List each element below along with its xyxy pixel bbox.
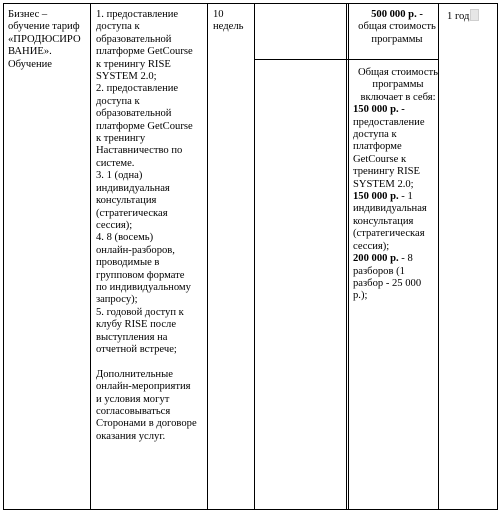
breakdown-line: платформе xyxy=(353,141,402,153)
services-description-cell xyxy=(96,9,206,443)
breakdown-item-3-text xyxy=(353,266,443,303)
additional-terms-line: онлайн-мероприятия xyxy=(96,381,191,393)
total-price-line: 500 000 р. - xyxy=(371,9,423,20)
services-list xyxy=(96,9,206,356)
breakdown-line: тренингу RISE xyxy=(353,166,421,178)
product-name-cell xyxy=(8,9,84,71)
breakdown-amount: 150 000 р. xyxy=(353,104,399,116)
breakdown-amount: 150 000 р. xyxy=(353,191,399,203)
column-divider-1 xyxy=(90,3,91,510)
additional-terms-line: и условия могут xyxy=(96,393,170,405)
service-line: индивидуальная xyxy=(96,182,170,194)
breakdown-intro-line: программы xyxy=(372,79,424,91)
additional-terms-line: Сторонами в договоре xyxy=(96,418,197,430)
service-line: образовательной xyxy=(96,33,172,45)
service-line: онлайн-разборов, xyxy=(96,244,175,256)
service-line: образовательной xyxy=(96,108,172,120)
service-line: клубу RISE после xyxy=(96,319,177,331)
breakdown-line: индивидуальная xyxy=(353,203,427,215)
service-line: 5. годовой доступ к xyxy=(96,306,184,318)
column-divider-3 xyxy=(254,3,255,510)
breakdown-line: предоставление xyxy=(353,116,425,128)
additional-terms-line: оказания услуг. xyxy=(96,430,166,442)
breakdown-line: (стратегическая xyxy=(353,228,425,240)
product-name-line: обучение тариф xyxy=(8,21,80,33)
price-breakdown-cell xyxy=(353,67,443,303)
term-cell xyxy=(447,9,497,23)
breakdown-line: сессия); xyxy=(353,240,390,252)
service-line: по индивидуальному xyxy=(96,281,191,293)
service-line: проводимые в xyxy=(96,257,160,269)
service-line: Наставничество по xyxy=(96,145,183,157)
column-divider-4b xyxy=(348,3,349,510)
service-line: отчетной встрече; xyxy=(96,343,177,355)
service-line: 4. 8 (восемь) xyxy=(96,232,154,244)
breakdown-intro xyxy=(353,67,443,104)
total-price-cell xyxy=(353,9,441,46)
breakdown-intro-line: включает в себя: xyxy=(360,91,436,103)
breakdown-item-1-text xyxy=(353,117,443,191)
column-divider-4 xyxy=(346,3,347,510)
service-line: доступа к xyxy=(96,21,140,33)
service-line: системе. xyxy=(96,157,135,169)
breakdown-item-2: 150 000 р. - 1 xyxy=(353,191,413,203)
breakdown-item-3: 200 000 р. - 8 xyxy=(353,253,413,265)
breakdown-line: разбор - 25 000 xyxy=(353,277,422,289)
table-bottom-border xyxy=(3,509,498,510)
service-line: 3. 1 (одна) xyxy=(96,170,143,182)
service-line: платформе GetCourse xyxy=(96,46,193,58)
service-line: доступа к xyxy=(96,95,140,107)
breakdown-line: р.); xyxy=(353,290,368,302)
column-divider-2 xyxy=(207,3,208,510)
product-name-line: ВАНИЕ». xyxy=(8,46,52,58)
duration-number: 10 xyxy=(213,9,224,20)
total-price-caption: общая стоимость xyxy=(358,21,436,33)
product-name-line: «ПРОДЮСИРО xyxy=(8,33,81,45)
service-line: выступления на xyxy=(96,331,168,343)
breakdown-amount: 200 000 р. xyxy=(353,253,399,265)
duration-unit: недель xyxy=(213,21,244,33)
additional-terms xyxy=(96,369,206,443)
resize-handle-icon[interactable] xyxy=(470,9,479,21)
additional-terms-line: согласовываться xyxy=(96,405,171,417)
service-line: сессия); xyxy=(96,219,133,231)
service-line: 2. предоставление xyxy=(96,83,179,95)
product-name-line: Бизнес – xyxy=(8,9,48,20)
table-top-border xyxy=(3,3,498,4)
total-price-caption: программы xyxy=(371,33,423,45)
breakdown-item-1: 150 000 р. - xyxy=(353,104,405,116)
breakdown-line: GetCourse к xyxy=(353,153,407,165)
term-value: 1 год xyxy=(447,11,470,22)
service-line: консультация xyxy=(96,195,157,207)
service-line: 1. предоставление xyxy=(96,9,179,20)
breakdown-line: SYSTEM 2.0; xyxy=(353,178,414,190)
service-line: к тренингу xyxy=(96,133,146,145)
duration-cell xyxy=(213,9,249,34)
breakdown-line: доступа к xyxy=(353,129,397,141)
additional-terms-line: Дополнительные xyxy=(96,368,173,380)
service-line: групповом формате xyxy=(96,269,185,281)
breakdown-item-2-text xyxy=(353,203,443,253)
breakdown-intro-line: Общая стоимость xyxy=(357,67,438,78)
total-price-amount: 500 000 р. xyxy=(371,9,417,20)
table-left-border xyxy=(3,3,4,510)
service-line: платформе GetCourse xyxy=(96,120,193,132)
product-name-line: Обучение xyxy=(8,58,53,70)
breakdown-line: разборов (1 xyxy=(353,265,405,277)
service-line: SYSTEM 2.0; xyxy=(96,71,157,83)
service-line: к тренингу RISE xyxy=(96,58,171,70)
service-line: (стратегическая xyxy=(96,207,168,219)
table-right-border xyxy=(497,3,498,510)
service-line: запросу); xyxy=(96,294,138,306)
breakdown-line: консультация xyxy=(353,215,414,227)
